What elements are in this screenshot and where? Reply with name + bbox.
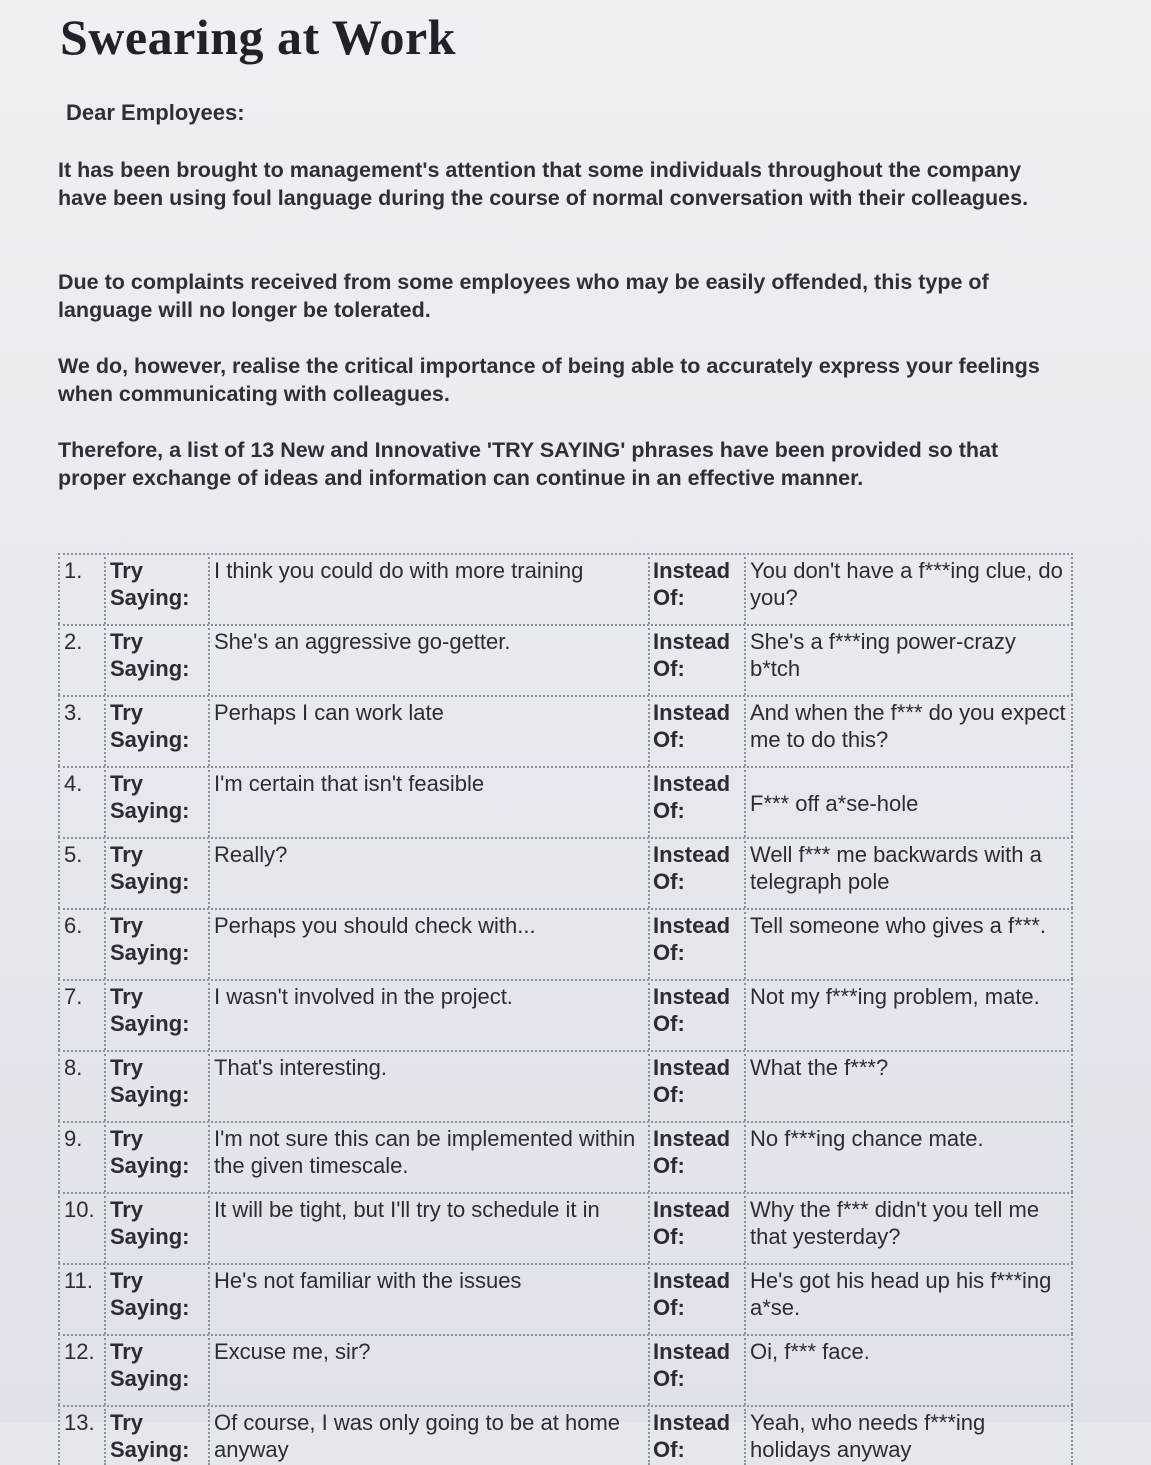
instead-phrase: F*** off a*se-hole bbox=[744, 770, 1073, 837]
try-saying-label: Try Saying: bbox=[104, 912, 206, 979]
try-saying-label: Try Saying: bbox=[104, 628, 206, 695]
table-row bbox=[58, 1405, 1073, 1465]
try-phrase: I'm not sure this can be implemented within the given timescale. bbox=[208, 1125, 644, 1192]
row-number: 5. bbox=[58, 841, 102, 908]
try-phrase: Of course, I was only going to be at home anyway bbox=[208, 1409, 644, 1465]
greeting: Dear Employees: bbox=[66, 100, 245, 125]
try-phrase: It will be tight, but I'll try to schedule it in bbox=[208, 1196, 644, 1263]
instead-of-label: Instead Of: bbox=[648, 557, 742, 624]
instead-phrase: She's a f***ing power-crazy b*tch bbox=[744, 628, 1073, 695]
instead-of-label: Instead Of: bbox=[648, 912, 742, 979]
page-title: Swearing at Work bbox=[60, 9, 456, 65]
instead-phrase: You don't have a f***ing clue, do you? bbox=[744, 557, 1073, 624]
instead-of-label: Instead Of: bbox=[648, 1054, 742, 1121]
row-number: 8. bbox=[58, 1054, 102, 1121]
try-phrase: I'm certain that isn't feasible bbox=[208, 770, 644, 837]
try-saying-label: Try Saying: bbox=[104, 770, 206, 837]
instead-of-label: Instead Of: bbox=[648, 1196, 742, 1263]
row-number: 4. bbox=[58, 770, 102, 837]
paragraph-3: We do, however, realise the critical importance of being able to accurately express your feelings when communicating with colleagues. bbox=[58, 354, 1040, 406]
instead-phrase: And when the f*** do you expect me to do this? bbox=[744, 699, 1073, 766]
phrases-table bbox=[58, 553, 1073, 1465]
table-row bbox=[58, 695, 1073, 766]
instead-phrase: Oi, f*** face. bbox=[744, 1338, 1073, 1405]
instead-of-label: Instead Of: bbox=[648, 983, 742, 1050]
row-number: 12. bbox=[58, 1338, 102, 1405]
table-row bbox=[58, 1050, 1073, 1121]
table-row bbox=[58, 837, 1073, 908]
table-row bbox=[58, 1192, 1073, 1263]
try-saying-label: Try Saying: bbox=[104, 1054, 206, 1121]
row-number: 3. bbox=[58, 699, 102, 766]
instead-of-label: Instead Of: bbox=[648, 1338, 742, 1405]
row-number: 9. bbox=[58, 1125, 102, 1192]
try-saying-label: Try Saying: bbox=[104, 1267, 206, 1334]
try-phrase: Really? bbox=[208, 841, 644, 908]
instead-of-label: Instead Of: bbox=[648, 1125, 742, 1192]
try-phrase: He's not familiar with the issues bbox=[208, 1267, 644, 1334]
try-saying-label: Try Saying: bbox=[104, 1196, 206, 1263]
table-row bbox=[58, 766, 1073, 837]
try-saying-label: Try Saying: bbox=[104, 1338, 206, 1405]
try-phrase: That's interesting. bbox=[208, 1054, 644, 1121]
try-saying-label: Try Saying: bbox=[104, 983, 206, 1050]
row-number: 2. bbox=[58, 628, 102, 695]
paragraph-4: Therefore, a list of 13 New and Innovative 'TRY SAYING' phrases have been provided so that proper exchange of ideas and information can continue in an effective manner. bbox=[58, 438, 999, 490]
try-phrase: Excuse me, sir? bbox=[208, 1338, 644, 1405]
try-phrase: She's an aggressive go-getter. bbox=[208, 628, 644, 695]
try-saying-label: Try Saying: bbox=[104, 1125, 206, 1192]
instead-phrase: Not my f***ing problem, mate. bbox=[744, 983, 1073, 1050]
table-row bbox=[58, 908, 1073, 979]
instead-of-label: Instead Of: bbox=[648, 699, 742, 766]
try-phrase: I think you could do with more training bbox=[208, 557, 644, 624]
instead-of-label: Instead Of: bbox=[648, 841, 742, 908]
try-saying-label: Try Saying: bbox=[104, 841, 206, 908]
try-phrase: I wasn't involved in the project. bbox=[208, 983, 644, 1050]
instead-phrase: Tell someone who gives a f***. bbox=[744, 912, 1073, 979]
paragraph-2: Due to complaints received from some employees who may be easily offended, this type of language will no longer be tolerated. bbox=[58, 270, 989, 322]
instead-of-label: Instead Of: bbox=[648, 628, 742, 695]
instead-of-label: Instead Of: bbox=[648, 770, 742, 837]
table-row bbox=[58, 1121, 1073, 1192]
row-number: 7. bbox=[58, 983, 102, 1050]
instead-phrase: Why the f*** didn't you tell me that yesterday? bbox=[744, 1196, 1073, 1263]
row-number: 10. bbox=[58, 1196, 102, 1263]
row-number: 1. bbox=[58, 557, 102, 624]
instead-of-label: Instead Of: bbox=[648, 1267, 742, 1334]
try-saying-label: Try Saying: bbox=[104, 699, 206, 766]
table-row bbox=[58, 1334, 1073, 1405]
table-row bbox=[58, 624, 1073, 695]
try-saying-label: Try Saying: bbox=[104, 557, 206, 624]
try-saying-label: Try Saying: bbox=[104, 1409, 206, 1465]
table-row bbox=[58, 1263, 1073, 1334]
table-row bbox=[58, 979, 1073, 1050]
instead-of-label: Instead Of: bbox=[648, 1409, 742, 1465]
instead-phrase: He's got his head up his f***ing a*se. bbox=[744, 1267, 1073, 1334]
row-number: 11. bbox=[58, 1267, 102, 1334]
row-number: 13. bbox=[58, 1409, 102, 1465]
try-phrase: Perhaps you should check with... bbox=[208, 912, 644, 979]
instead-phrase: Well f*** me backwards with a telegraph pole bbox=[744, 841, 1073, 908]
table-row bbox=[58, 553, 1073, 624]
paragraph-1: It has been brought to management's attention that some individuals throughout the company have been using foul language during the course of normal conversation with their colleagues. bbox=[58, 158, 1029, 210]
instead-phrase: No f***ing chance mate. bbox=[744, 1125, 1073, 1192]
try-phrase: Perhaps I can work late bbox=[208, 699, 644, 766]
instead-phrase: What the f***? bbox=[744, 1054, 1073, 1121]
row-number: 6. bbox=[58, 912, 102, 979]
instead-phrase: Yeah, who needs f***ing holidays anyway bbox=[744, 1409, 1073, 1465]
